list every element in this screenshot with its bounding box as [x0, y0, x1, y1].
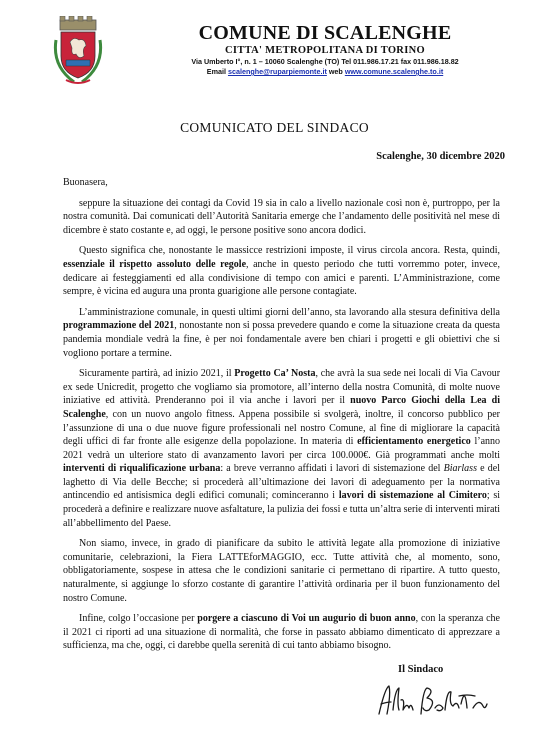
- paragraph-3: L’amministrazione comunale, in questi ultimi giorni dell’anno, sta lavorando alla stesura definitiva della programmazione del 2021, nonostante non si possa prevedere quando e come la situazione creata da questa pandemia mondiale vedrà la fine, è per noi fondamentale avere ben chiari i progetti e gli obiettivi che si vogliono portare a termine.: [63, 306, 500, 359]
- handwritten-signature: [375, 680, 490, 722]
- email-label: Email: [206, 67, 226, 76]
- letter-body: [63, 176, 500, 660]
- paragraph-1: seppure la situazione dei contagi da Covid 19 sia in calo a livello nazionale così non è, purtroppo, per la nostra comunità. Dai comunicati dell’Autorità Sanitaria emerge che l’andamento delle positività nel mese di dicembre è stato costante e, ad oggi, le persone positive sono ancora dodici.: [63, 197, 500, 236]
- web-link[interactable]: www.comune.scalenghe.to.it: [344, 67, 444, 76]
- letterhead: [120, 22, 530, 77]
- metropolitan-city: CITTA' METROPOLITANA DI TORINO: [225, 45, 425, 56]
- document-date: Scalenghe, 30 dicembre 2020: [376, 151, 505, 162]
- document-title: COMUNICATO DEL SINDACO: [180, 120, 369, 135]
- web-label: web: [328, 67, 343, 76]
- paragraph-6: Infine, colgo l’occasione per porgere a ciascuno di Voi un augurio di buon anno, con la speranza che il 2021 ci riporti ad una situazione di normalità, che forse in passato abbiamo dimenticato di apprezzare a sufficienza, ma che, oggi, ci darebbe quella serenità di cui tanto abbiamo bisogno.: [63, 613, 500, 652]
- municipal-coat-of-arms-icon: [52, 16, 104, 86]
- paragraph-2: Questo significa che, nonostante le massicce restrizioni imposte, il virus circola ancora. Resta, quindi, essenziale il rispetto assoluto delle regole, anche in questo periodo che tutti vorremmo poter, invece, dedicare ai festeggiamenti ed alla condivisione di tempo con amici e parenti. L’Amministrazione, come sempre, è vicina ed augura una pronta guarigione alle persone contagiate.: [63, 245, 500, 298]
- email-link[interactable]: scalenghe@ruparpiemonte.it: [227, 67, 327, 76]
- contact-line: [120, 67, 530, 77]
- paragraph-5: Non siamo, invece, in grado di pianificare da subito le attività legate alla promozione di iniziative comunitarie, celebrazioni, la Fiera LATTEforMAGGIO, ecc. Tutte attività che, al momento, sono, obbligatoriamente, sospese in attesa che le condizioni sanitarie ci permettano di ripartire. A tutto questo, naturalmente, si aggiunge lo sforzo costante di garantire l’attività ordinaria per il buon funzionamento del nostro Comune.: [63, 538, 500, 604]
- address-line: Via Umberto I°, n. 1 – 10060 Scalenghe (TO) Tel 011.986.17.21 fax 011.986.18.82: [191, 57, 459, 66]
- signatory-title: Il Sindaco: [398, 664, 444, 675]
- municipality-name: COMUNE DI SCALENGHE: [198, 22, 452, 44]
- greeting: Buonasera,: [63, 177, 108, 188]
- paragraph-4: Sicuramente partirà, ad inizio 2021, il Progetto Ca’ Nosta, che avrà la sua sede nei locali di Via Cavour ex sede Unicredit, progetto che vogliamo sia promotore, all’interno della nostra Comunità, di molte nuove iniziative ed attività. Prenderanno poi il via anche i lavori per il nuovo Parco Giochi della Lea di Scalenghe, con un nuovo angolo fitness. Appena possibile si svolgerà, inoltre, il concorso pubblico per l’assunzione di una o due nuove figure professionali nel nostro Comune, al fine di migliorare la capacità degli uffici di far fronte alle esigenze della popolazione. In materia di efficientamento energetico l’anno 2021 vedrà un ulteriore stato di avanzamento lavori per circa 100.000€. Già programmati anche molti interventi di riqualificazione urbana: a breve verranno affidati i lavori di sistemazione del Biarlass e del laghetto di Via delle Becche; si procederà all’ultimazione dei lavori di adeguamento per la normativa antincendio ed antisismica degli edifici comunali; cominceranno i lavori di sistemazione al Cimitero; si procederà a definire e realizzare nuove asfaltature, la pulizia dei fossi e tutta un’altra serie di interventi mirati all’abbellimento del Paese.: [63, 368, 501, 529]
